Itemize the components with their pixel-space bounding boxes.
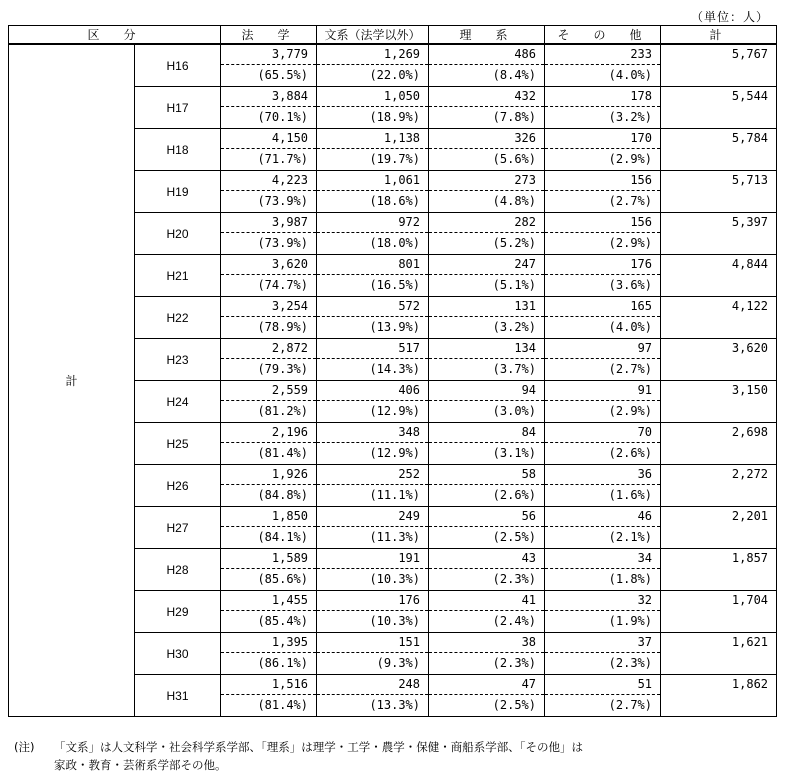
science-cell-count: 56 <box>429 507 544 527</box>
science-cell-percent: (4.8%) <box>492 194 537 208</box>
law-cell <box>221 255 317 297</box>
law-cell-percent: (78.9%) <box>257 320 309 334</box>
other-cell <box>545 465 661 507</box>
science-cell-percent: (3.7%) <box>492 362 537 376</box>
other-cell-count: 70 <box>545 423 660 443</box>
science-cell-percent: (2.4%) <box>492 614 537 628</box>
law-cell-count: 2,559 <box>221 381 316 401</box>
law-cell-count: 2,196 <box>221 423 316 443</box>
science-cell-count: 273 <box>429 171 544 191</box>
year-cell: H28 <box>135 549 221 591</box>
other-cell-percent: (2.9%) <box>608 404 653 418</box>
footnote <box>14 738 583 774</box>
other-cell <box>545 129 661 171</box>
law-cell-count: 1,455 <box>221 591 316 611</box>
law-cell <box>221 633 317 675</box>
header-humanities: 文系（法学以外） <box>317 26 429 45</box>
humanities-cell <box>317 465 429 507</box>
total-cell: 1,857 <box>661 549 777 591</box>
year-cell: H18 <box>135 129 221 171</box>
year-cell: H26 <box>135 465 221 507</box>
humanities-cell <box>317 549 429 591</box>
science-cell-count: 41 <box>429 591 544 611</box>
other-cell-count: 32 <box>545 591 660 611</box>
law-cell <box>221 44 317 87</box>
law-cell <box>221 171 317 213</box>
law-cell-count: 3,884 <box>221 87 316 107</box>
science-cell <box>429 465 545 507</box>
science-cell-percent: (2.6%) <box>492 488 537 502</box>
humanities-cell-percent: (18.9%) <box>369 110 421 124</box>
header-science: 理 系 <box>429 26 545 45</box>
law-cell <box>221 549 317 591</box>
law-cell-percent: (79.3%) <box>257 362 309 376</box>
year-cell: H30 <box>135 633 221 675</box>
law-cell-percent: (81.4%) <box>257 446 309 460</box>
total-cell: 3,150 <box>661 381 777 423</box>
humanities-cell <box>317 297 429 339</box>
humanities-cell-count: 1,138 <box>317 129 428 149</box>
humanities-cell-percent: (16.5%) <box>369 278 421 292</box>
other-cell <box>545 423 661 465</box>
science-cell <box>429 255 545 297</box>
other-cell-count: 37 <box>545 633 660 653</box>
law-cell-percent: (84.1%) <box>257 530 309 544</box>
humanities-cell <box>317 423 429 465</box>
humanities-cell <box>317 591 429 633</box>
law-cell-count: 1,926 <box>221 465 316 485</box>
total-cell: 5,397 <box>661 213 777 255</box>
law-cell-count: 2,872 <box>221 339 316 359</box>
year-cell: H27 <box>135 507 221 549</box>
law-cell-count: 1,850 <box>221 507 316 527</box>
humanities-cell-count: 1,050 <box>317 87 428 107</box>
humanities-cell-count: 248 <box>317 675 428 695</box>
science-cell-percent: (5.2%) <box>492 236 537 250</box>
science-cell <box>429 633 545 675</box>
other-cell-percent: (4.0%) <box>608 320 653 334</box>
total-cell: 2,698 <box>661 423 777 465</box>
science-cell-count: 247 <box>429 255 544 275</box>
other-cell-percent: (2.7%) <box>608 194 653 208</box>
science-cell-percent: (8.4%) <box>492 68 537 82</box>
humanities-cell-percent: (18.6%) <box>369 194 421 208</box>
science-cell <box>429 213 545 255</box>
humanities-cell-percent: (14.3%) <box>369 362 421 376</box>
law-cell <box>221 423 317 465</box>
humanities-cell-count: 406 <box>317 381 428 401</box>
other-cell-count: 170 <box>545 129 660 149</box>
year-cell: H20 <box>135 213 221 255</box>
law-cell-percent: (84.8%) <box>257 488 309 502</box>
science-cell <box>429 44 545 87</box>
total-cell: 4,844 <box>661 255 777 297</box>
other-cell <box>545 87 661 129</box>
humanities-cell-percent: (13.3%) <box>369 698 421 712</box>
law-cell-percent: (73.9%) <box>257 236 309 250</box>
humanities-cell-count: 1,061 <box>317 171 428 191</box>
applicants-table <box>8 25 777 717</box>
total-cell: 2,201 <box>661 507 777 549</box>
other-cell <box>545 675 661 717</box>
humanities-cell-count: 176 <box>317 591 428 611</box>
other-cell-count: 156 <box>545 171 660 191</box>
humanities-cell <box>317 633 429 675</box>
other-cell <box>545 549 661 591</box>
science-cell-percent: (5.6%) <box>492 152 537 166</box>
total-cell: 2,272 <box>661 465 777 507</box>
law-cell-percent: (74.7%) <box>257 278 309 292</box>
law-cell <box>221 591 317 633</box>
science-cell-count: 47 <box>429 675 544 695</box>
science-cell-percent: (2.5%) <box>492 530 537 544</box>
law-cell <box>221 381 317 423</box>
year-cell: H16 <box>135 44 221 87</box>
other-cell <box>545 507 661 549</box>
law-cell-count: 1,395 <box>221 633 316 653</box>
law-cell-percent: (65.5%) <box>257 68 309 82</box>
other-cell-percent: (1.9%) <box>608 614 653 628</box>
year-cell: H29 <box>135 591 221 633</box>
humanities-cell <box>317 44 429 87</box>
humanities-cell-count: 1,269 <box>317 45 428 65</box>
other-cell-count: 165 <box>545 297 660 317</box>
science-cell-count: 84 <box>429 423 544 443</box>
law-cell-percent: (73.9%) <box>257 194 309 208</box>
humanities-cell-count: 348 <box>317 423 428 443</box>
total-cell: 5,784 <box>661 129 777 171</box>
science-cell-count: 94 <box>429 381 544 401</box>
other-cell-percent: (3.6%) <box>608 278 653 292</box>
total-cell: 5,544 <box>661 87 777 129</box>
law-cell-count: 1,589 <box>221 549 316 569</box>
science-cell <box>429 381 545 423</box>
humanities-cell-count: 249 <box>317 507 428 527</box>
law-cell-count: 3,620 <box>221 255 316 275</box>
law-cell-percent: (81.2%) <box>257 404 309 418</box>
science-cell-count: 58 <box>429 465 544 485</box>
science-cell-count: 134 <box>429 339 544 359</box>
year-cell: H17 <box>135 87 221 129</box>
law-cell-count: 3,779 <box>221 45 316 65</box>
humanities-cell <box>317 381 429 423</box>
humanities-cell-percent: (10.3%) <box>369 614 421 628</box>
science-cell-percent: (2.3%) <box>492 572 537 586</box>
other-cell-count: 97 <box>545 339 660 359</box>
law-cell-percent: (85.6%) <box>257 572 309 586</box>
year-cell: H25 <box>135 423 221 465</box>
humanities-cell <box>317 507 429 549</box>
science-cell-percent: (2.3%) <box>492 656 537 670</box>
law-cell-count: 4,150 <box>221 129 316 149</box>
other-cell <box>545 633 661 675</box>
humanities-cell-percent: (10.3%) <box>369 572 421 586</box>
header-law: 法 学 <box>221 26 317 45</box>
humanities-cell-count: 972 <box>317 213 428 233</box>
other-cell <box>545 213 661 255</box>
other-cell-count: 34 <box>545 549 660 569</box>
total-cell: 5,767 <box>661 44 777 87</box>
other-cell-count: 233 <box>545 45 660 65</box>
humanities-cell-percent: (13.9%) <box>369 320 421 334</box>
unit-label: （単位：人） <box>690 10 769 24</box>
science-cell-count: 43 <box>429 549 544 569</box>
other-cell <box>545 255 661 297</box>
humanities-cell-percent: (11.3%) <box>369 530 421 544</box>
other-cell <box>545 297 661 339</box>
science-cell-count: 282 <box>429 213 544 233</box>
humanities-cell <box>317 171 429 213</box>
humanities-cell-count: 517 <box>317 339 428 359</box>
science-cell <box>429 549 545 591</box>
science-cell <box>429 591 545 633</box>
science-cell-percent: (3.2%) <box>492 320 537 334</box>
law-cell <box>221 465 317 507</box>
humanities-cell-count: 572 <box>317 297 428 317</box>
year-cell: H19 <box>135 171 221 213</box>
humanities-cell-percent: (12.9%) <box>369 404 421 418</box>
humanities-cell-percent: (11.1%) <box>369 488 421 502</box>
law-cell-percent: (81.4%) <box>257 698 309 712</box>
science-cell-count: 486 <box>429 45 544 65</box>
year-cell: H24 <box>135 381 221 423</box>
humanities-cell <box>317 675 429 717</box>
other-cell-percent: (1.6%) <box>608 488 653 502</box>
header-other: そ の 他 <box>545 26 661 45</box>
science-cell <box>429 87 545 129</box>
other-cell-percent: (2.6%) <box>608 446 653 460</box>
other-cell-count: 176 <box>545 255 660 275</box>
other-cell-percent: (1.8%) <box>608 572 653 586</box>
footnote-line-2: 家政・教育・芸術系学部その他。 <box>54 758 227 772</box>
other-cell-count: 36 <box>545 465 660 485</box>
humanities-cell <box>317 213 429 255</box>
footnote-line-1: 「文系」は人文科学・社会科学系学部、「理系」は理学・工学・農学・保健・商船系学部、「その他」は <box>54 740 583 754</box>
science-cell-count: 38 <box>429 633 544 653</box>
other-cell-count: 91 <box>545 381 660 401</box>
science-cell-count: 326 <box>429 129 544 149</box>
science-cell <box>429 507 545 549</box>
science-cell <box>429 297 545 339</box>
header-total: 計 <box>661 26 777 45</box>
year-cell: H23 <box>135 339 221 381</box>
humanities-cell-percent: (12.9%) <box>369 446 421 460</box>
other-cell-count: 51 <box>545 675 660 695</box>
other-cell-percent: (2.7%) <box>608 698 653 712</box>
science-cell <box>429 129 545 171</box>
humanities-cell-percent: (18.0%) <box>369 236 421 250</box>
humanities-cell-percent: (22.0%) <box>369 68 421 82</box>
humanities-cell-percent: (19.7%) <box>369 152 421 166</box>
science-cell-percent: (3.0%) <box>492 404 537 418</box>
total-cell: 5,713 <box>661 171 777 213</box>
science-cell <box>429 675 545 717</box>
science-cell-count: 432 <box>429 87 544 107</box>
other-cell-percent: (2.9%) <box>608 236 653 250</box>
law-cell-count: 4,223 <box>221 171 316 191</box>
table-row <box>9 44 777 87</box>
humanities-cell <box>317 129 429 171</box>
humanities-cell-count: 252 <box>317 465 428 485</box>
other-cell <box>545 591 661 633</box>
science-cell <box>429 171 545 213</box>
other-cell-percent: (4.0%) <box>608 68 653 82</box>
law-cell-count: 1,516 <box>221 675 316 695</box>
humanities-cell-count: 151 <box>317 633 428 653</box>
other-cell-percent: (2.9%) <box>608 152 653 166</box>
law-cell-count: 3,254 <box>221 297 316 317</box>
humanities-cell <box>317 87 429 129</box>
other-cell-percent: (2.7%) <box>608 362 653 376</box>
law-cell-count: 3,987 <box>221 213 316 233</box>
total-cell: 4,122 <box>661 297 777 339</box>
other-cell-percent: (3.2%) <box>608 110 653 124</box>
header-category: 区 分 <box>9 26 221 45</box>
science-cell <box>429 423 545 465</box>
humanities-cell <box>317 255 429 297</box>
law-cell-percent: (86.1%) <box>257 656 309 670</box>
total-group-label: 計 <box>9 44 135 717</box>
law-cell <box>221 339 317 381</box>
science-cell-count: 131 <box>429 297 544 317</box>
humanities-cell-percent: (9.3%) <box>376 656 421 670</box>
year-cell: H21 <box>135 255 221 297</box>
science-cell-percent: (7.8%) <box>492 110 537 124</box>
law-cell <box>221 507 317 549</box>
other-cell-count: 46 <box>545 507 660 527</box>
law-cell <box>221 675 317 717</box>
other-cell-percent: (2.1%) <box>608 530 653 544</box>
other-cell <box>545 44 661 87</box>
humanities-cell-count: 191 <box>317 549 428 569</box>
law-cell <box>221 213 317 255</box>
total-cell: 1,862 <box>661 675 777 717</box>
science-cell-percent: (3.1%) <box>492 446 537 460</box>
year-cell: H31 <box>135 675 221 717</box>
law-cell-percent: (71.7%) <box>257 152 309 166</box>
other-cell <box>545 171 661 213</box>
other-cell <box>545 339 661 381</box>
law-cell <box>221 129 317 171</box>
other-cell-percent: (2.3%) <box>608 656 653 670</box>
science-cell-percent: (2.5%) <box>492 698 537 712</box>
science-cell <box>429 339 545 381</box>
law-cell <box>221 87 317 129</box>
header-row <box>9 26 777 45</box>
other-cell-count: 156 <box>545 213 660 233</box>
year-cell: H22 <box>135 297 221 339</box>
other-cell-count: 178 <box>545 87 660 107</box>
footnote-label: (注) <box>14 740 35 754</box>
science-cell-percent: (5.1%) <box>492 278 537 292</box>
law-cell-percent: (70.1%) <box>257 110 309 124</box>
law-cell-percent: (85.4%) <box>257 614 309 628</box>
humanities-cell-count: 801 <box>317 255 428 275</box>
law-cell <box>221 297 317 339</box>
humanities-cell <box>317 339 429 381</box>
total-cell: 1,621 <box>661 633 777 675</box>
other-cell <box>545 381 661 423</box>
total-cell: 3,620 <box>661 339 777 381</box>
total-cell: 1,704 <box>661 591 777 633</box>
